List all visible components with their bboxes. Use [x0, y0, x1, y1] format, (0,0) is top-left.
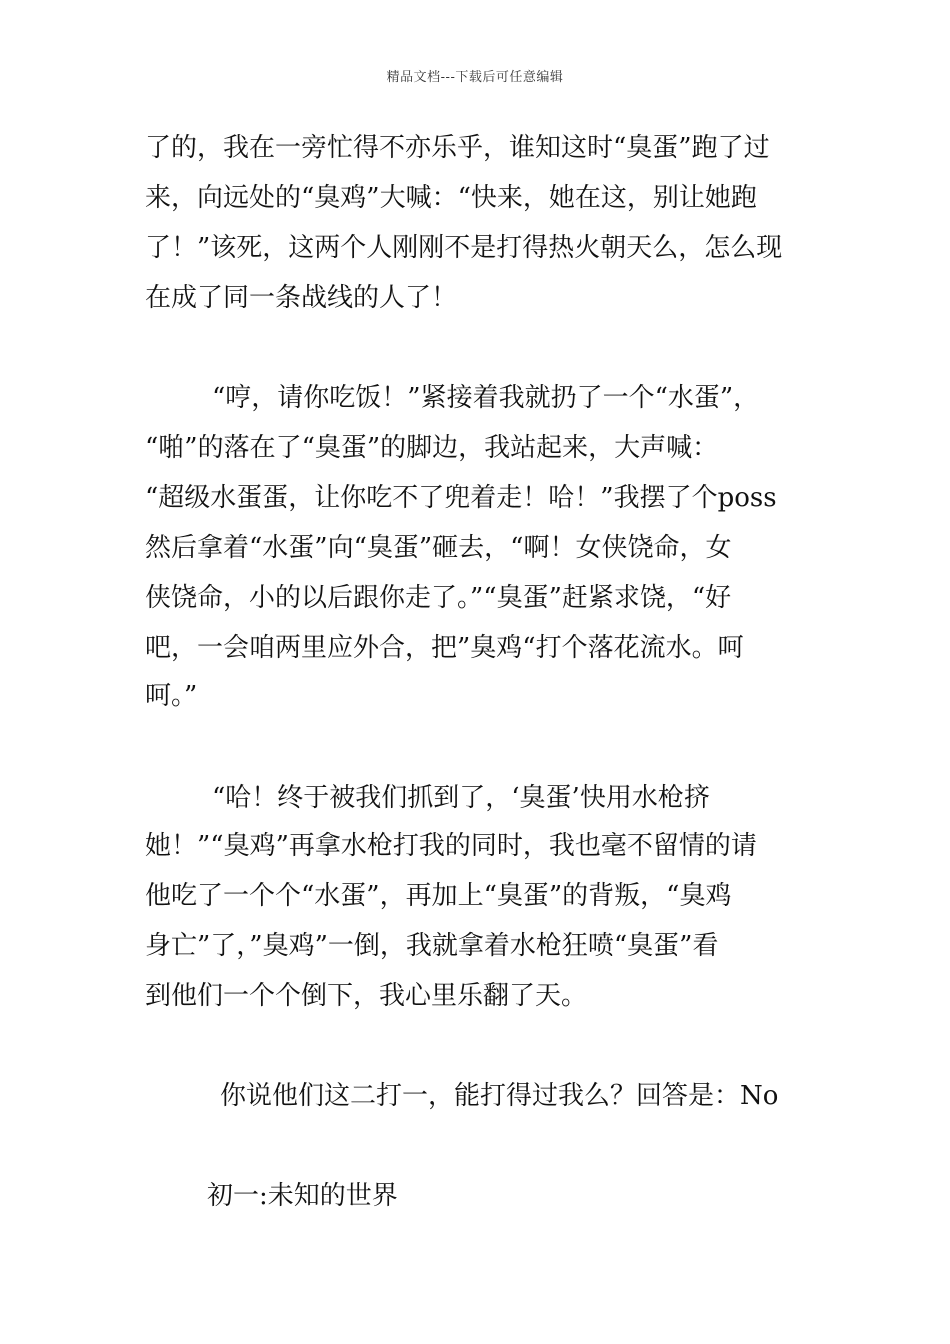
section-heading: 初一:未知的世界 — [207, 1181, 398, 1211]
paragraph-1-line-4: 在成了同一条战线的人了！ — [145, 283, 458, 313]
paragraph-1-line-1: 了的，我在一旁忙得不亦乐乎，谁知这时“臭蛋”跑了过 — [145, 133, 770, 163]
paragraph-2-line-4: 然后拿着“水蛋”向“臭蛋”砸去，“啊！女侠饶命，女 — [145, 533, 732, 563]
paragraph-2-line-6: 吧，一会咱两里应外合，把”臭鸡“打个落花流水。呵 — [145, 633, 744, 663]
paragraph-2-line-5: 侠饶命，小的以后跟你走了。”“臭蛋”赶紧求饶，“好 — [145, 583, 732, 613]
paragraph-3-line-5: 到他们一个个倒下，我心里乐翻了天。 — [145, 981, 588, 1011]
paragraph-1-line-2: 来，向远处的“臭鸡”大喊：“快来，她在这，别让她跑 — [145, 183, 757, 213]
paragraph-3-line-3: 他吃了一个个“水蛋”，再加上“臭蛋”的背叛，“臭鸡 — [145, 881, 732, 911]
paragraph-3-line-4: 身亡”了，”臭鸡”一倒，我就拿着水枪狂喷“臭蛋”看 — [145, 931, 719, 961]
paragraph-2-line-1: “哼，请你吃饭！”紧接着我就扔了一个“水蛋”， — [212, 383, 760, 413]
paragraph-2-line-3: “超级水蛋蛋，让你吃不了兜着走！哈！”我摆了个poss — [145, 483, 777, 513]
paragraph-3-line-2: 她！”“臭鸡”再拿水枪打我的同时，我也毫不留情的请 — [145, 831, 757, 861]
paragraph-2-line-7: 呵。” — [145, 681, 198, 711]
paragraph-3-line-1: “哈！终于被我们抓到了，‘臭蛋’快用水枪挤 — [212, 783, 710, 813]
paragraph-4-line-1: 你说他们这二打一，能打得过我么？回答是：No — [220, 1081, 779, 1111]
paragraph-1-line-3: 了！”该死，这两个人刚刚不是打得热火朝天么，怎么现 — [145, 233, 783, 263]
paragraph-2-line-2: “啪”的落在了“臭蛋”的脚边，我站起来，大声喊： — [145, 433, 719, 463]
page-header: 精品文档---下载后可任意编辑 — [386, 70, 564, 85]
